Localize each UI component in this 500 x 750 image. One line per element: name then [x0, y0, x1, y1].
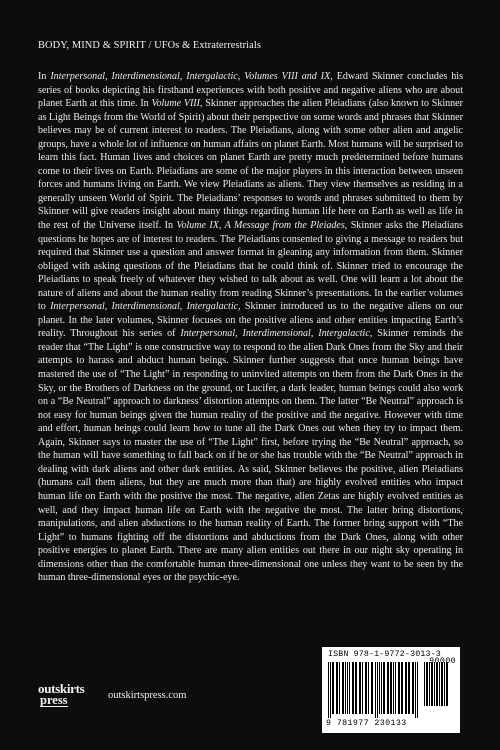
barcode-bar	[405, 662, 407, 714]
barcode-bar	[359, 662, 361, 714]
barcode-digits	[326, 657, 458, 728]
barcode-bar	[439, 662, 440, 706]
barcode-bar	[436, 662, 438, 706]
barcode-bar	[339, 662, 340, 714]
barcode-bars	[326, 662, 458, 720]
barcode-bar	[444, 662, 445, 706]
blurb-text-run: In	[38, 71, 51, 82]
barcode-bar	[345, 662, 346, 714]
blurb-text-run: , Edward Skinner concludes his series of books depicting his firsthand experiences with both positive and negative aliens who are about planet Earth at this time. In	[38, 71, 463, 110]
blurb-italic-title: Volume IX, A Message from the Pleiades	[176, 220, 345, 232]
barcode-bar	[412, 662, 414, 714]
barcode-bar	[393, 662, 394, 714]
barcode-bar	[328, 662, 329, 718]
barcode-bar	[426, 662, 428, 706]
blurb-italic-title: Interpersonal, Interdimensional, Intergalactic,	[50, 301, 241, 313]
barcode-bar	[332, 662, 334, 714]
blurb-text-run: , Skinner approaches the alien Pleiadians (also known to Skinner as Light Beings from the World of Spirit) about their perspective on some words and phrases that Skinner believes may be of current interest to readers. The Pleiadians, along with some other alien and angelic groups, have a whole lot of influence on human affairs on planet Earth. Most humans will be surprised to learn this fact. Human lives and choices on planet Earth are pretty much predetermined before humans come to their lives on Earth. Pleiadians are some of the major players in this interaction between unseen forces and humans living on Earth. We view Pleiadians as aliens. They view themselves as residing in a generally unseen World of Spirit. The Pleiadians’ responses to words and phrases submitted to them by Skinner will give readers insight about many things regarding human life here on Earth as well as life in the rest of the Universe itself. In	[38, 98, 463, 232]
barcode-bar	[417, 662, 418, 718]
barcode-bar	[365, 662, 367, 714]
barcode-bar	[387, 662, 389, 714]
isbn-barcode	[322, 647, 460, 733]
blurb-italic-title: Volume VIII	[151, 98, 200, 110]
barcode-bar	[368, 662, 369, 714]
publisher-website: outskirtspress.com	[108, 690, 187, 701]
barcode-bar	[349, 662, 350, 714]
barcode-bar	[441, 662, 443, 706]
publisher-logo	[38, 683, 118, 707]
barcode-bar	[347, 662, 348, 714]
barcode-bar	[383, 662, 385, 714]
publisher-logo-line1: outskirts	[38, 681, 85, 696]
barcode-bar	[415, 662, 416, 718]
back-cover-blurb	[38, 70, 463, 585]
barcode-bar	[330, 662, 331, 718]
barcode-bar	[381, 662, 382, 714]
barcode-bar	[362, 662, 363, 714]
category-label: BODY, MIND & SPIRIT / UFOs & Extraterrestrials	[38, 40, 261, 51]
barcode-bar	[375, 662, 376, 718]
barcode-bar	[395, 662, 396, 714]
barcode-bar	[377, 662, 378, 718]
isbn-number: ISBN 978-1-9772-3013-3	[328, 650, 441, 659]
price-code: 90000	[429, 657, 456, 666]
barcode-bar	[336, 662, 338, 714]
barcode-bar	[431, 662, 433, 706]
barcode-bar	[429, 662, 430, 706]
barcode-bar	[446, 662, 448, 706]
barcode-bar	[408, 662, 410, 714]
blurb-italic-title: Interpersonal, Interdimensional, Intergalactic, Volumes VIII and IX	[50, 71, 331, 82]
barcode-bar	[371, 662, 373, 714]
blurb-italic-title: Interpersonal, Interdimensional, Intergalactic,	[180, 328, 373, 340]
barcode-bar	[352, 662, 354, 714]
barcode-bar	[355, 662, 357, 714]
barcode-digits-text: 9 781977 230133	[326, 719, 407, 728]
publisher-logo-line2: press	[40, 693, 68, 707]
barcode-bar	[398, 662, 400, 714]
blurb-text-run: , Skinner asks the Pleiadians questions he hopes are of interest to readers. The Pleiadians consented to giving a message to readers but required that Skinner use a question and answer format in gleaning any information from them. Skinner obliged with asking questions of the Pleiadians that he could think of. Skinner tried to encourage the Pleiadians to speak freely of whatever they wished to talk about as well. One will learn a lot about the nature of aliens and about the human reality from reading Skinner’s presentations. In the earlier volumes to	[38, 220, 464, 313]
barcode-bar	[401, 662, 403, 714]
barcode-bar	[379, 662, 380, 714]
barcode-bar	[342, 662, 344, 714]
barcode-bar	[434, 662, 435, 706]
blurb-text-run: Skinner introduced us to the negative aliens on our planet. In the later volumes, Skinner focuses on the positive aliens and other entities impacting Earth’s reality. Throughout his series of	[38, 301, 464, 340]
blurb-paragraph	[38, 70, 463, 585]
barcode-bar	[424, 662, 425, 706]
barcode-bar	[390, 662, 392, 714]
blurb-text-run: Skinner reminds the reader that “The Light” is one constructive way to respond to the alien Dark Ones from the Sky and their attempts to harass and abduct human beings. Skinner further suggests that once human beings have mastered the use of “The Light” in responding to uninvited attempts on them from the Dark Ones in the Sky, or the Brothers of Darkness on the ground, or Lucifer, a dark leader, human beings could also work on a “Be Neutral” approach to darkness’ distortion attempts on them. The latter “Be Neutral” approach is not easy for human beings given the human reality of the positive and the negative. However with time and effort, human beings could learn how to tune all the Dark Ones out when they try to impact them. Again, Skinner says to master the use of “The Light” first, before trying the “Be Neutral” approach, so the human will have something to fall back on if he or she has trouble with the “Be Neutral” approach in dealing with dark aliens and other dark entities. As said, Skinner believes the positive, alien Pleiadians (humans call them aliens, but they are much more than that) are highly evolved entities who impact human life on Earth with the positive the most. The negative, alien Zetas are highly evolved entities as well, and they impact human life on Earth with the negative the most. The latter bring distortions, manipulations, and alien abductions to the human reality of Earth. The former bring support with “The Light” to humans fighting off the distortions and abductions from the Dark Ones, along with other positive energies to planet Earth. There are many alien entities out there in our night sky operating in dimensions other than the comfortable human three-dimensional one unless they want to be seen by the human three-dimensional eyes or the psychic-eye.	[38, 328, 464, 584]
